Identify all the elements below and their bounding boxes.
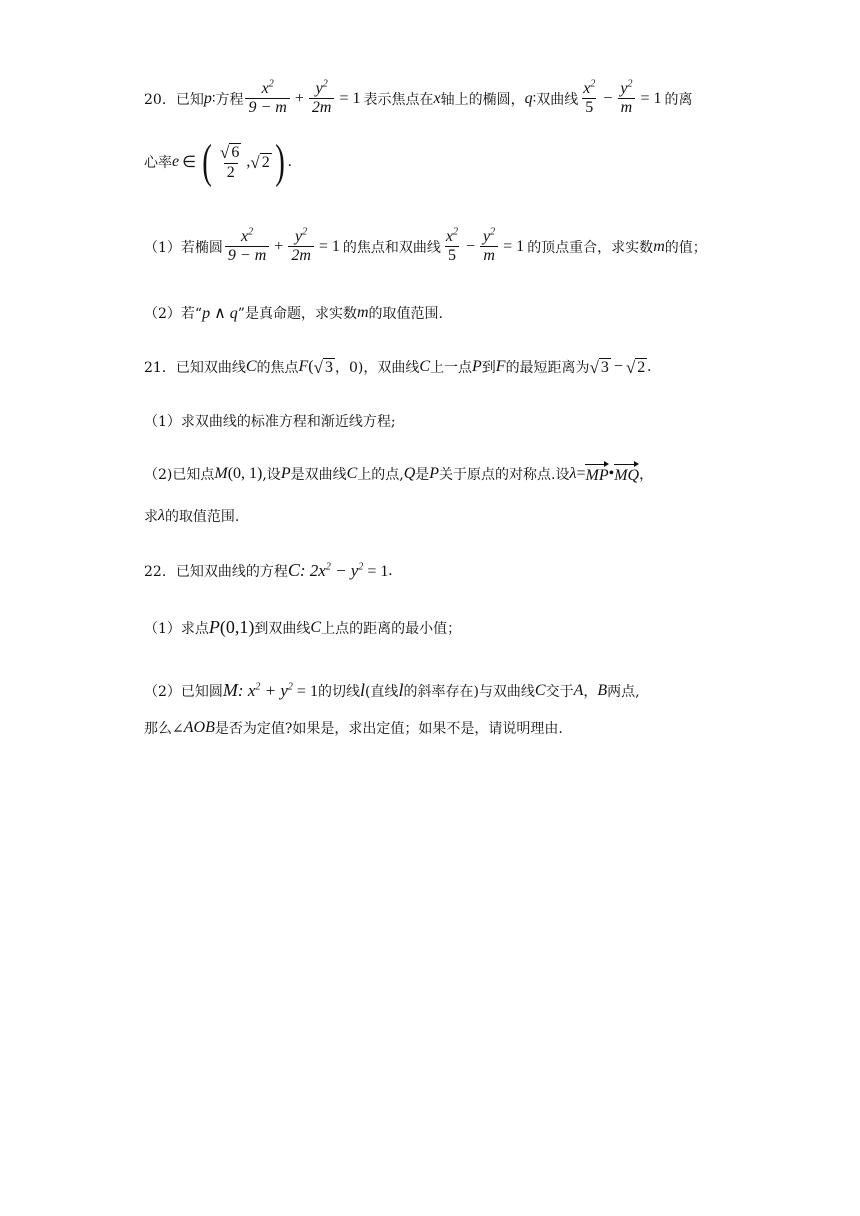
- left-paren: (: [202, 135, 212, 188]
- var-P: P: [472, 358, 482, 375]
- var-l: l: [398, 680, 404, 700]
- vector-MP: MP: [585, 463, 608, 485]
- var-P: P: [208, 617, 220, 637]
- equals-sign: =: [576, 465, 586, 482]
- equals-one: = 1: [318, 237, 340, 255]
- var-A: A: [573, 681, 584, 699]
- q20-part-2: [144, 303, 443, 323]
- q21-2-text: 是双曲线: [290, 467, 347, 483]
- var-B: B: [597, 681, 608, 699]
- var-q: q: [524, 89, 533, 107]
- q20-1-label: （1）若椭圆: [144, 239, 223, 256]
- q21-part-2-line-1: [144, 463, 653, 485]
- angle-AOB: AOB: [183, 719, 215, 736]
- minus-sign: −: [603, 89, 613, 107]
- q21-line: [144, 357, 651, 377]
- var-m: m: [653, 237, 665, 255]
- var-P: P: [429, 465, 440, 482]
- dot-product: •: [608, 465, 615, 482]
- comma: ，: [639, 467, 654, 483]
- q21-2-text: ,设: [262, 467, 281, 483]
- q21-text: ，0)，双曲线: [334, 360, 420, 376]
- var-l: l: [359, 680, 365, 700]
- point-coords: (0, 1): [227, 465, 263, 482]
- q21-text: 的最短距离为: [505, 360, 590, 376]
- q22-2-text: ，: [583, 683, 598, 700]
- q21-part-1: [144, 411, 396, 431]
- var-P: P: [280, 465, 291, 482]
- q21-text: 上一点: [430, 360, 472, 376]
- q21-2-text: 是: [415, 467, 430, 483]
- minus-sign: −: [613, 358, 623, 375]
- q20-text: 的离: [664, 91, 693, 108]
- q22-1-text: 上点的距离的最小值；: [321, 620, 462, 637]
- q20-2-label: （2）若“: [144, 306, 203, 322]
- var-Q: Q: [403, 465, 416, 482]
- q22-2-text: （2）已知圆: [144, 683, 223, 700]
- equals-one: = 1: [339, 89, 361, 107]
- fraction-x2-over-5: $\frac{x^2}{5}$: [583, 78, 596, 116]
- q20-text: 已知: [175, 91, 204, 108]
- period: .: [647, 358, 652, 375]
- q20-number: 20．: [144, 91, 176, 108]
- fraction-y2-over-m: $\frac{y^2}{m}$: [617, 80, 635, 117]
- q21-2-text: 上的点,: [357, 467, 404, 483]
- equals-one: = 1: [640, 89, 662, 107]
- var-F: F: [495, 358, 506, 375]
- q20-1-text: 的顶点重合，求实数: [527, 239, 654, 256]
- var-C: C: [245, 358, 257, 375]
- expr-p-and-q: p ∧ q: [202, 305, 238, 322]
- q21-text: 的焦点: [256, 360, 299, 376]
- var-x: x: [433, 89, 441, 107]
- var-e: e: [172, 153, 180, 170]
- fraction-y2-over-2m: $\frac{y^2}{2m}$: [288, 228, 314, 265]
- fraction-sqrt6-over-2: √ 6 2: [220, 142, 240, 181]
- sqrt-3: √ 3: [313, 357, 333, 377]
- sqrt-2: √ 2: [250, 152, 270, 172]
- q22-2-text: (直线: [364, 683, 399, 700]
- paren: (: [308, 358, 314, 375]
- q20-text: 方程: [215, 91, 244, 108]
- q20-line-2: [144, 135, 292, 188]
- q22-2-text: 交于: [545, 683, 574, 700]
- q20-part-1: [144, 228, 707, 265]
- q21-text: 21．已知双曲线: [144, 360, 246, 376]
- q22-2-text: 的斜率存在)与双曲线: [403, 683, 535, 700]
- var-m: m: [356, 304, 369, 321]
- right-paren: ): [274, 135, 285, 188]
- q21-2-text: 求: [144, 509, 158, 525]
- colon: ∶: [211, 90, 216, 107]
- q20-text: 双曲线: [536, 91, 579, 108]
- sqrt-3: √ 3: [589, 357, 609, 377]
- var-lambda: λ: [158, 507, 165, 524]
- colon: ∶: [532, 90, 537, 107]
- q20-text: 心率: [144, 155, 172, 171]
- var-M: M: [222, 680, 238, 700]
- comma: ,: [246, 153, 251, 170]
- q20-2-text: ”是真命题，求实数: [237, 306, 357, 322]
- q22-2-text: 两点,: [607, 683, 640, 700]
- var-p: p: [203, 89, 212, 107]
- vector-MQ: MQ: [614, 463, 639, 485]
- var-F: F: [298, 358, 309, 375]
- fraction-y2-over-m: $\frac{y^2}{m}$: [480, 228, 498, 265]
- q21-text: 到: [481, 360, 496, 376]
- var-lambda: λ: [569, 465, 577, 482]
- q20-line-1: [144, 80, 693, 117]
- var-C: C: [346, 465, 358, 482]
- q21-2-text: 的取值范围.: [164, 509, 240, 525]
- sqrt-2: √ 2: [625, 357, 646, 377]
- q21-2-text: 关于原点的对称点.设: [439, 467, 570, 483]
- q22-2-text: 那么∠: [144, 721, 184, 737]
- q22-2-text: 是否为定值?如果是，求出定值；如果不是，请说明理由.: [214, 721, 563, 737]
- plus-sign: +: [274, 237, 284, 255]
- q20-1-text: 的值；: [664, 239, 707, 256]
- q20-1-text: 的焦点和双曲线: [342, 239, 441, 256]
- q21-2-text: （2)已知点: [144, 467, 215, 483]
- fraction-x2-over-9-m: $\frac{x^2}{9 - m}$: [225, 228, 269, 265]
- q22-line: 22．已知双曲线的方程 C : $2x^2 - y^2 = 1$ .: [144, 560, 393, 580]
- q22-part-2-line-2: [144, 718, 563, 738]
- q20-text: 表示焦点在: [363, 91, 434, 108]
- var-C: C: [287, 560, 300, 580]
- period: .: [287, 153, 292, 170]
- q22-1-text: 到双曲线: [254, 620, 311, 637]
- var-M: M: [214, 465, 228, 482]
- q21-1-text: （1）求双曲线的标准方程和渐近线方程;: [144, 414, 396, 430]
- q21-part-2-line-2: [144, 506, 239, 526]
- q20-2-text: 的取值范围.: [368, 306, 443, 322]
- fraction-x2-over-5: $\frac{x^2}{5}$: [445, 226, 459, 264]
- q22-text: 22．已知双曲线的方程: [144, 563, 288, 580]
- period: .: [388, 561, 393, 579]
- minus-sign: −: [466, 237, 476, 255]
- point-coords: (0,1): [219, 617, 255, 637]
- q22-1-text: （1）求点: [144, 620, 209, 637]
- var-C: C: [419, 358, 430, 375]
- element-of-sign: ∈: [182, 154, 197, 171]
- fraction-y2-over-2m: $\frac{y^2}{2m}$: [309, 80, 335, 117]
- q22-part-1: [144, 617, 461, 638]
- q22-2-text: 的切线: [317, 683, 360, 700]
- q22-part-2-line-1: （2）已知圆 M : $x^2 + y^2 = 1$ 的切线 l (直线 l 的斜率存在)与双曲线 C 交于 A ， B 两点,: [144, 680, 640, 700]
- var-C: C: [310, 618, 322, 636]
- q20-text: 轴上的椭圆，: [440, 91, 525, 108]
- var-C: C: [534, 681, 546, 699]
- equals-one: = 1: [503, 237, 525, 255]
- plus-sign: +: [294, 89, 304, 107]
- fraction-x2-over-9-m: $\frac{x^2}{9 - m}$: [245, 80, 289, 117]
- equation-part: : 2x: [299, 560, 326, 580]
